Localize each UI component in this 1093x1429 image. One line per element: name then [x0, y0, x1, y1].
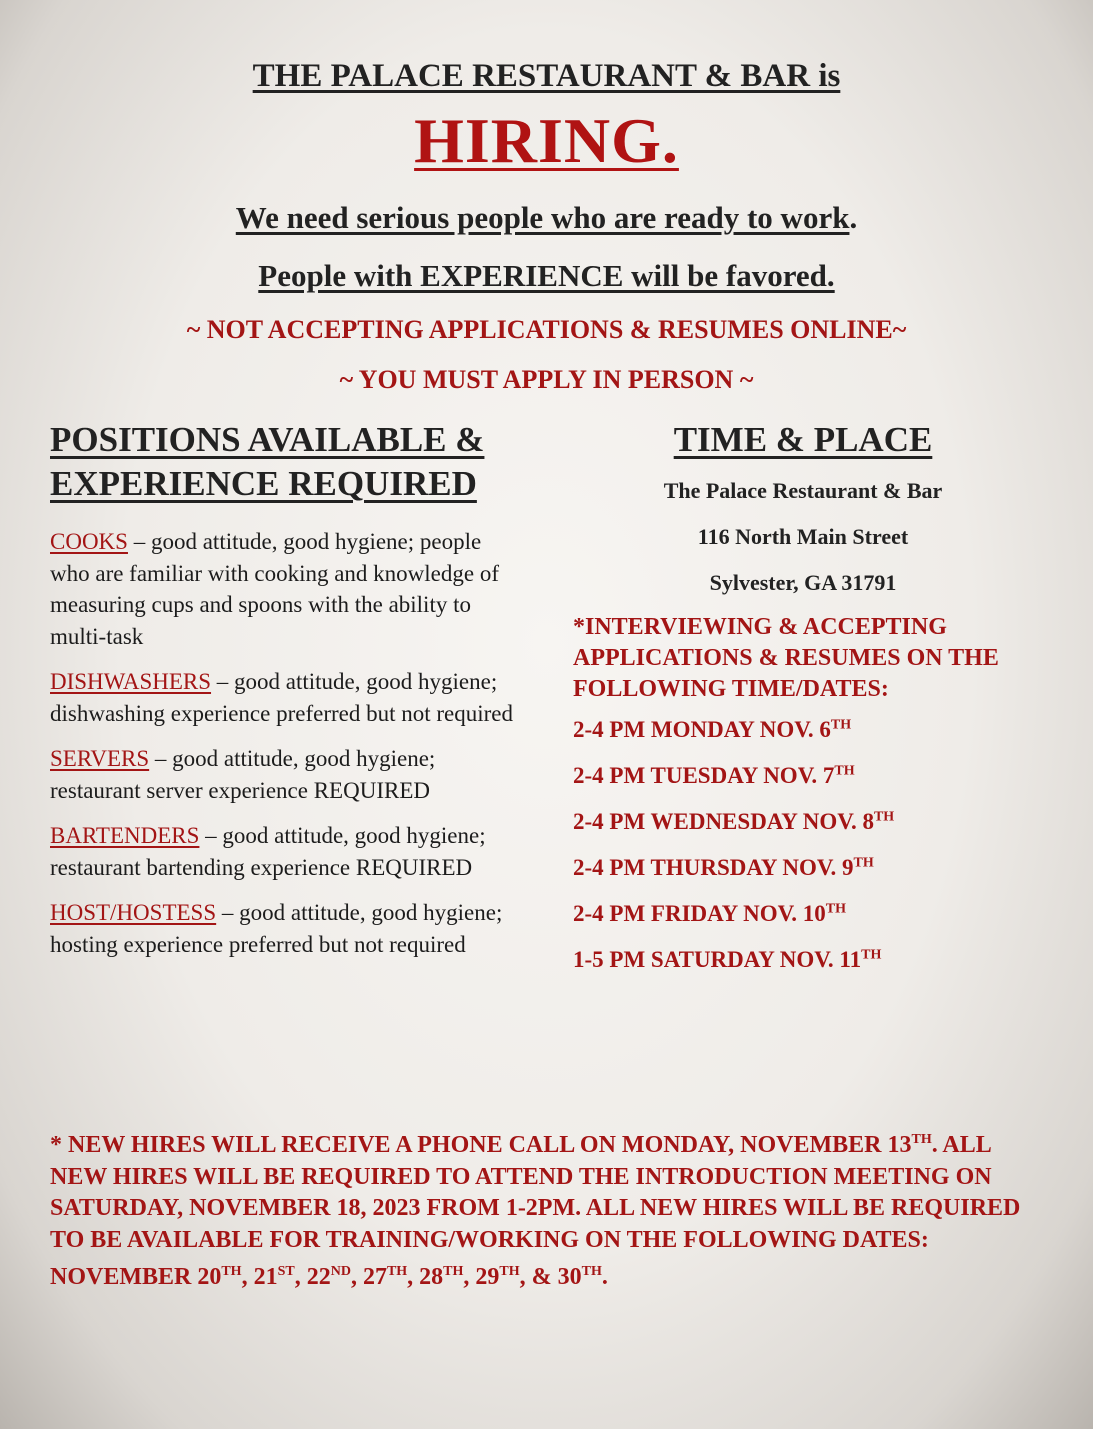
- interview-date: 2-4 PM WEDNESDAY NOV. 8TH: [573, 809, 895, 834]
- position-name: HOST/HOSTESS: [50, 900, 217, 925]
- positions-column: [50, 418, 520, 960]
- position-desc: – good attitude, good hygiene; restaurant bartending experience REQUIRED: [50, 823, 486, 880]
- position-name: SERVERS: [50, 746, 150, 771]
- position-name: DISHWASHERS: [50, 669, 212, 694]
- interview-note: *INTERVIEWING & ACCEPTING APPLICATIONS & RESUMES ON THE FOLLOWING TIME/DATES:: [573, 614, 999, 702]
- time-place-heading: TIME & PLACE: [673, 420, 933, 459]
- position-dishwashers: [50, 666, 520, 729]
- position-name: COOKS: [50, 529, 128, 554]
- city-address: Sylvester, GA 31791: [709, 570, 897, 595]
- hiring-title: [0, 104, 1093, 178]
- position-cooks: [50, 526, 520, 652]
- interview-date: 1-5 PM SATURDAY NOV. 11TH: [573, 947, 882, 972]
- position-desc: – good attitude, good hygiene; restaurant server experience REQUIRED: [50, 746, 436, 803]
- time-place-column: [573, 418, 1043, 995]
- not-online-line: ~ NOT ACCEPTING APPLICATIONS & RESUMES ONLINE~: [186, 315, 907, 344]
- position-desc: – good attitude, good hygiene; dishwashing experience preferred but not required: [50, 669, 514, 726]
- position-name: BARTENDERS: [50, 823, 200, 848]
- experience-line: People with EXPERIENCE will be favored.: [258, 258, 835, 293]
- venue-name: The Palace Restaurant & Bar: [663, 478, 943, 503]
- position-servers: [50, 743, 520, 806]
- interview-date: 2-4 PM THURSDAY NOV. 9TH: [573, 855, 874, 880]
- apply-in-person-line: ~ YOU MUST APPLY IN PERSON ~: [339, 365, 754, 394]
- interview-dates: [573, 705, 1043, 995]
- position-desc: – good attitude, good hygiene; hosting experience preferred but not required: [50, 900, 503, 957]
- interview-date: 2-4 PM FRIDAY NOV. 10TH: [573, 901, 847, 926]
- interview-date: 2-4 PM MONDAY NOV. 6TH: [573, 717, 852, 742]
- serious-people-text: We need serious people who are ready to work: [235, 200, 850, 235]
- street-address: 116 North Main Street: [697, 524, 909, 549]
- positions-heading-line1: POSITIONS AVAILABLE &: [50, 420, 485, 459]
- new-hires-notice: * NEW HIRES WILL RECEIVE A PHONE CALL ON MONDAY, NOVEMBER 13TH. ALL NEW HIRES WILL BE REQUIRED TO ATTEND THE INTRODUCTION MEETING ON SATURDAY, NOVEMBER 18, 2023 FROM 1-2PM. ALL NEW HIRES WILL BE REQUIRED TO BE AVAILABLE FOR TRAINING/WORKING ON THE FOLLOWING DATES: NOVEMBER 20TH, 21ST, 22ND, 27TH, 28TH, 29TH, & 30TH.: [50, 1132, 1021, 1290]
- title-line: THE PALACE RESTAURANT & BAR is: [252, 58, 841, 94]
- position-bartenders: [50, 820, 520, 883]
- position-host-hostess: [50, 897, 520, 960]
- interview-date: 2-4 PM TUESDAY NOV. 7TH: [573, 763, 855, 788]
- positions-heading-line2: EXPERIENCE REQUIRED: [50, 464, 477, 503]
- serious-people-line: [0, 200, 1093, 236]
- position-desc: – good attitude, good hygiene; people who are familiar with cooking and knowledge of measuring cups and spoons with the ability to multi-task: [50, 529, 500, 649]
- hiring-text: HIRING.: [414, 105, 679, 176]
- serious-people-period: .: [849, 200, 858, 235]
